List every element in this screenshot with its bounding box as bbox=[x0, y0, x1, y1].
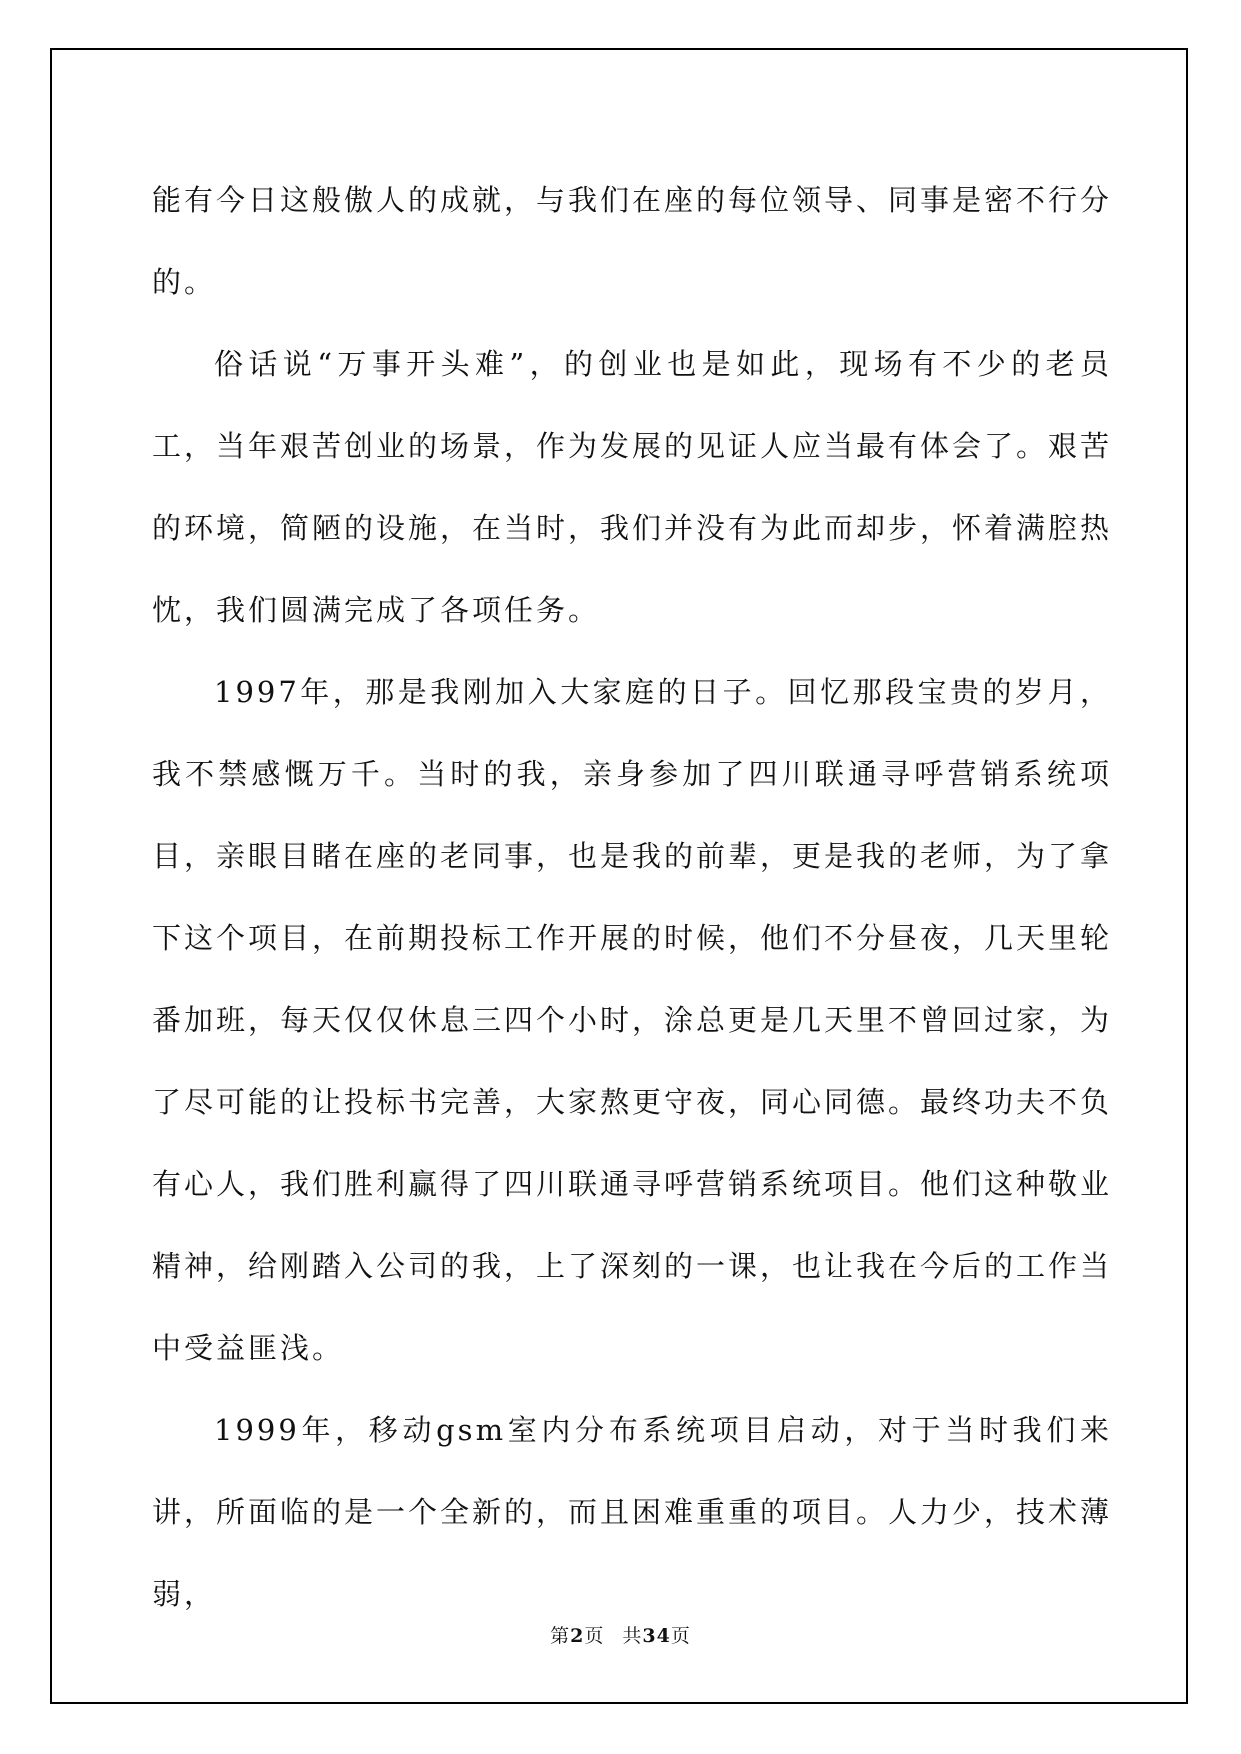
paragraph-1: 能有今日这般傲人的成就，与我们在座的每位领导、同事是密不行分的。 bbox=[152, 183, 1113, 299]
page-number: 2 bbox=[570, 1625, 585, 1647]
total-prefix: 共 bbox=[622, 1625, 643, 1647]
page-prefix: 第 bbox=[550, 1625, 571, 1647]
total-suffix: 页 bbox=[670, 1625, 691, 1647]
document-body bbox=[152, 159, 1112, 1635]
paragraph-4: 1999年，移动gsm室内分布系统项目启动，对于当时我们来讲，所面临的是一个全新的，而且困难重重的项目。人力少，技术薄弱， bbox=[152, 1413, 1113, 1611]
paragraph-3: 1997年，那是我刚加入大家庭的日子。回忆那段宝贵的岁月，我不禁感慨万千。当时的我，亲身参加了四川联通寻呼营销系统项目，亲眼目睹在座的老同事，也是我的前辈，更是我的老师，为了拿下这个项目，在前期投标工作开展的时候，他们不分昼夜，几天里轮番加班，每天仅仅休息三四个小时，涂总更是几天里不曾回过家，为了尽可能的让投标书完善，大家熬更守夜，同心同德。最终功夫不负有心人，我们胜利赢得了四川联通寻呼营销系统项目。他们这种敬业精神，给刚踏入公司的我，上了深刻的一课，也让我在今后的工作当中受益匪浅。 bbox=[152, 675, 1113, 1365]
total-pages: 34 bbox=[642, 1625, 671, 1647]
page-suffix: 页 bbox=[584, 1625, 605, 1647]
page-footer bbox=[0, 1621, 1241, 1648]
paragraph-2: 俗话说“万事开头难”，的创业也是如此，现场有不少的老员工，当年艰苦创业的场景，作为发展的见证人应当最有体会了。艰苦的环境，简陋的设施，在当时，我们并没有为此而却步，怀着满腔热忱，我们圆满完成了各项任务。 bbox=[152, 347, 1113, 627]
